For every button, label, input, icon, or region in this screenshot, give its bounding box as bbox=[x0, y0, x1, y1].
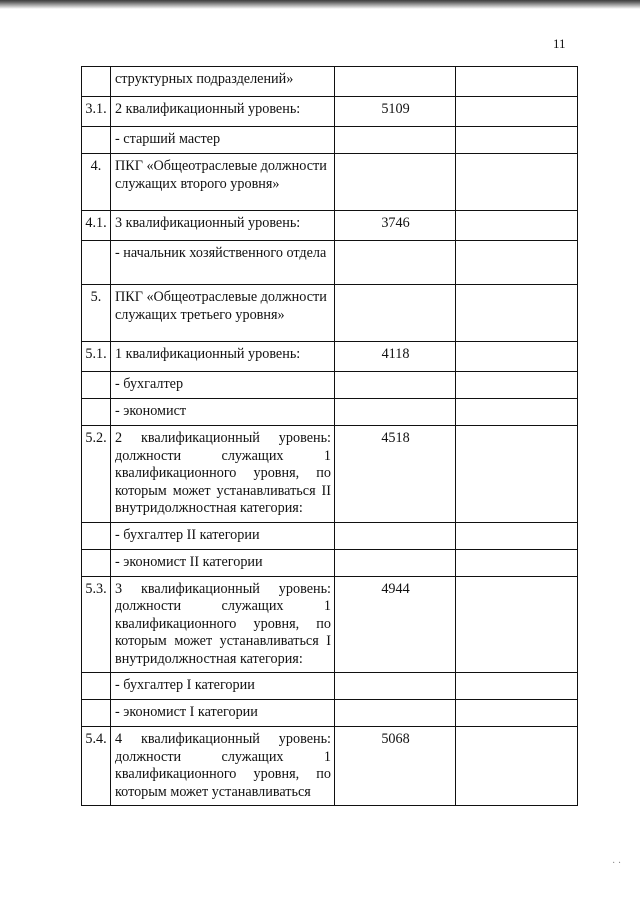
row-salary-value bbox=[335, 372, 456, 399]
scan-edge-artifact bbox=[0, 0, 640, 10]
row-description: - бухгалтер bbox=[111, 372, 335, 399]
table-row bbox=[82, 399, 578, 426]
row-description: - экономист II категории bbox=[111, 549, 335, 576]
row-number: 5.3. bbox=[82, 576, 111, 673]
table-row bbox=[82, 426, 578, 523]
row-description: 1 квалификационный уровень: bbox=[111, 342, 335, 372]
row-empty-cell bbox=[456, 522, 578, 549]
row-salary-value: 4518 bbox=[335, 426, 456, 523]
table-row bbox=[82, 97, 578, 127]
row-number: 5. bbox=[82, 285, 111, 342]
row-empty-cell bbox=[456, 67, 578, 97]
row-salary-value bbox=[335, 154, 456, 211]
row-number: 4. bbox=[82, 154, 111, 211]
row-number bbox=[82, 67, 111, 97]
row-empty-cell bbox=[456, 127, 578, 154]
row-number: 5.1. bbox=[82, 342, 111, 372]
table-row bbox=[82, 154, 578, 211]
row-number bbox=[82, 399, 111, 426]
table-row bbox=[82, 700, 578, 727]
row-empty-cell bbox=[456, 549, 578, 576]
row-empty-cell bbox=[456, 700, 578, 727]
row-number bbox=[82, 127, 111, 154]
row-empty-cell bbox=[456, 285, 578, 342]
row-salary-value bbox=[335, 700, 456, 727]
row-salary-value: 5068 bbox=[335, 727, 456, 806]
table-row bbox=[82, 576, 578, 673]
row-salary-value bbox=[335, 522, 456, 549]
row-description: 3 квалификационный уровень: bbox=[111, 211, 335, 241]
qualification-table bbox=[81, 66, 578, 806]
row-description: ПКГ «Общеотраслевые должности служащих третьего уровня» bbox=[111, 285, 335, 342]
table-row bbox=[82, 372, 578, 399]
row-number bbox=[82, 522, 111, 549]
row-number bbox=[82, 241, 111, 285]
row-number bbox=[82, 673, 111, 700]
row-empty-cell bbox=[456, 372, 578, 399]
row-description: 2 квалификационный уровень: должности служащих 1 квалификационного уровня, по которым может устанавливаться II внутридолжностная категория: bbox=[111, 426, 335, 523]
row-description: структурных подразделений» bbox=[111, 67, 335, 97]
row-salary-value bbox=[335, 673, 456, 700]
row-empty-cell bbox=[456, 211, 578, 241]
row-empty-cell bbox=[456, 154, 578, 211]
row-empty-cell bbox=[456, 97, 578, 127]
row-description: 2 квалификационный уровень: bbox=[111, 97, 335, 127]
table-row bbox=[82, 241, 578, 285]
row-empty-cell bbox=[456, 673, 578, 700]
row-empty-cell bbox=[456, 241, 578, 285]
row-description: - экономист bbox=[111, 399, 335, 426]
row-description: 4 квалификационный уровень: должности служащих 1 квалификационного уровня, по которым может устанавливаться bbox=[111, 727, 335, 806]
row-salary-value bbox=[335, 549, 456, 576]
table-row bbox=[82, 522, 578, 549]
row-description: - начальник хозяйственного отдела bbox=[111, 241, 335, 285]
row-number: 5.2. bbox=[82, 426, 111, 523]
row-salary-value bbox=[335, 67, 456, 97]
row-description: - бухгалтер I категории bbox=[111, 673, 335, 700]
row-description: 3 квалификационный уровень: должности служащих 1 квалификационного уровня, по которым может устанавливаться I внутридолжностная категория: bbox=[111, 576, 335, 673]
row-salary-value bbox=[335, 127, 456, 154]
row-salary-value: 5109 bbox=[335, 97, 456, 127]
row-number: 5.4. bbox=[82, 727, 111, 806]
row-empty-cell bbox=[456, 576, 578, 673]
row-empty-cell bbox=[456, 727, 578, 806]
row-description: - старший мастер bbox=[111, 127, 335, 154]
row-empty-cell bbox=[456, 399, 578, 426]
row-salary-value: 4118 bbox=[335, 342, 456, 372]
row-number bbox=[82, 700, 111, 727]
row-empty-cell bbox=[456, 426, 578, 523]
table-row bbox=[82, 549, 578, 576]
row-empty-cell bbox=[456, 342, 578, 372]
table-row bbox=[82, 285, 578, 342]
row-salary-value: 4944 bbox=[335, 576, 456, 673]
row-number: 4.1. bbox=[82, 211, 111, 241]
row-salary-value bbox=[335, 241, 456, 285]
row-description: ПКГ «Общеотраслевые должности служащих второго уровня» bbox=[111, 154, 335, 211]
scan-speck: · · bbox=[612, 858, 622, 869]
row-description: - экономист I категории bbox=[111, 700, 335, 727]
row-salary-value bbox=[335, 399, 456, 426]
table-row bbox=[82, 727, 578, 806]
row-number bbox=[82, 372, 111, 399]
table-row bbox=[82, 67, 578, 97]
row-description: - бухгалтер II категории bbox=[111, 522, 335, 549]
table-row bbox=[82, 342, 578, 372]
row-number bbox=[82, 549, 111, 576]
table-row bbox=[82, 673, 578, 700]
row-salary-value bbox=[335, 285, 456, 342]
row-salary-value: 3746 bbox=[335, 211, 456, 241]
row-number: 3.1. bbox=[82, 97, 111, 127]
table-row bbox=[82, 211, 578, 241]
page-number: 11 bbox=[553, 36, 566, 51]
table-row bbox=[82, 127, 578, 154]
